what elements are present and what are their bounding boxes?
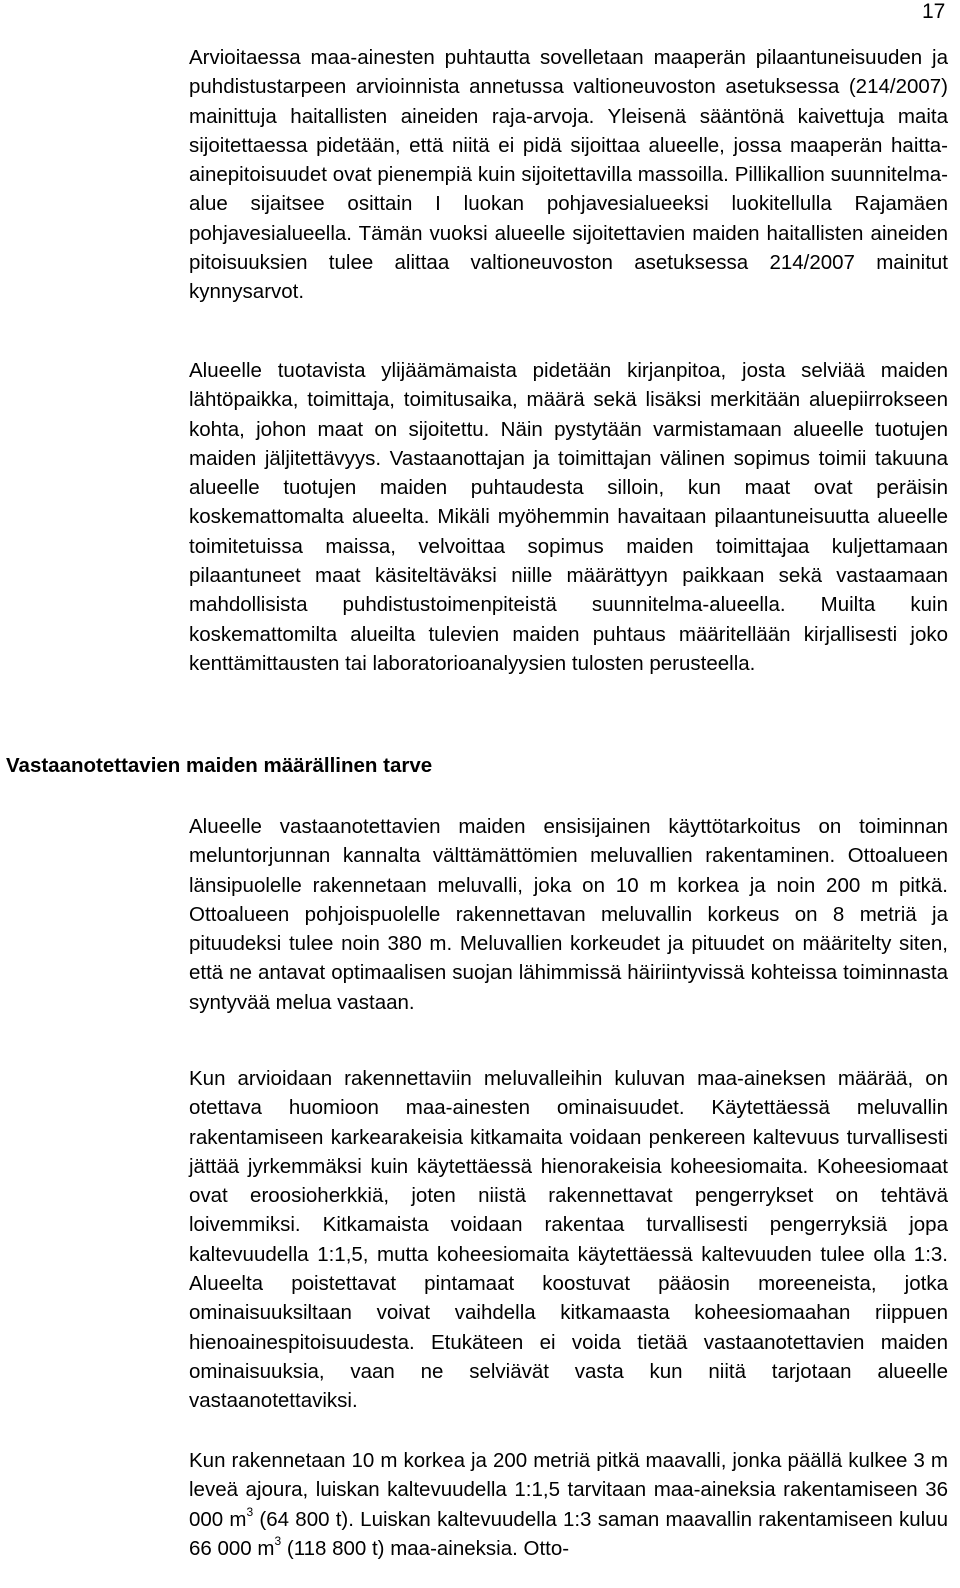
cubic-superscript-2: 3 (274, 1533, 282, 1548)
page-number: 17 (922, 0, 946, 23)
paragraph-noise-barriers: Alueelle vastaanotettavien maiden ensisijainen käyttötarkoitus on toiminnan meluntorjunnan kannalta välttämättömien meluvallien rakentaminen. Ottoalueen länsipuolelle rakennetaan meluvalli, joka on 10 m korkea ja noin 200 m pitkä. Ottoalueen pohjoispuolelle rakennettavan meluvallin korkeus on 8 metriä ja pituudeksi tulee noin 380 m. Meluvallien korkeudet ja pituudet on määritelty siten, että ne antavat optimaalisen suojan lähimmissä häiriintyvissä kohteissa toiminnasta syntyvää melua vastaan. (189, 815, 948, 1014)
volume-text-part-2: (64 800 t). Luiskan kaltevuudella 1:3 saman maavallin rakentamiseen kuluu 66 000 m (189, 1507, 948, 1560)
section-heading: Vastaanotettavien maiden määrällinen tarve (6, 754, 433, 777)
paragraph-soil-purity: Arvioitaessa maa-ainesten puhtautta sovelletaan maaperän pilaantuneisuuden ja puhdistustarpeen arvioinnista annetussa valtioneuvoston asetuksessa (214/2007) mainittuja haitallisten aineiden raja-arvoja. Yleisenä sääntönä kaivettuja maita sijoitettaessa pidetään, että niitä ei pidä sijoittaa alueelle, jossa maaperän haitta-ainepitoisuudet ovat pienempiä kuin sijoitettavilla massoilla. Pillikallion suunnitelma-alue sijaitsee osittain I luokan pohjavesialueeksi luokitellulla Rajamäen pohjavesialueella. Tämän vuoksi alueelle sijoitettavien maiden haitallisten aineiden pitoisuuksien tulee alittaa valtioneuvoston asetuksessa 214/2007 mainitut kynnysarvot. (189, 46, 948, 304)
paragraph-soil-recordkeeping: Alueelle tuotavista ylijäämämaista pidetään kirjanpitoa, josta selviää maiden lähtöpaikka, toimittaja, toimitusaika, määrä sekä lisäksi merkitään aluepiirrokseen kohta, johon maat on sijoitettu. Näin pystytään varmistamaan alueelle tuotujen maiden jäljitettävyys. Vastaanottajan ja toimittajan välinen sopimus toimii takuuna alueelle tuotujen maiden puhtaudesta silloin, kun maat ovat peräisin koskemattomalta alueelta. Mikäli myöhemmin havaitaan pilaantuneisuutta alueelle toimitetuissa maissa, velvoittaa sopimus maiden toimittajaa kuljettamaan pilaantuneet maat käsiteltäväksi niille määrättyyn paikkaan sekä vastaamaan mahdollisista puhdistustoimenpiteistä suunnitelma-alueella. Muilta kuin koskemattomilta alueilta tulevien maiden puhtaus määritellään kirjallisesti joko kenttämittausten tai laboratorioanalyysien tulosten perusteella. (189, 359, 948, 675)
paragraph-soil-properties: Kun arvioidaan rakennettaviin meluvalleihin kuluvan maa-aineksen määrää, on otettava huomioon maa-ainesten ominaisuudet. Käytettäessä meluvallin rakentamiseen karkearakeisia kitkamaita voidaan penkereen kaltevuus turvallisesti jättää jyrkemmäksi kuin käytettäessä hienorakeisia koheesiomaita. Koheesiomaat ovat eroosioherkkiä, joten niistä rakennettavat pengerrykset on tehtävä loivemmiksi. Kitkamaista voidaan rakentaa turvallisesti pengerryksiä jopa kaltevuudella 1:1,5, mutta koheesiomaita käytettäessä kaltevuuden tulee olla 1:3. Alueelta poistettavat pintamaat koostuvat pääosin moreeneista, jotka ominaisuuksiltaan voivat vaihdella kitkamaasta koheesiomaahan riippuen hienoainespitoisuudesta. Etukäteen ei voida tietää vastaanotettavien maiden ominaisuuksia, vaan ne selviävät vasta kun niitä tarjotaan alueelle vastaanotettaviksi. (189, 1067, 948, 1413)
paragraph-barrier-volume (189, 1446, 948, 1563)
volume-text-part-1: Kun rakennetaan 10 m korkea ja 200 metriä pitkä maavalli, jonka päällä kulkee 3 m leveä ajoura, luiskan kaltevuudella 1:1,5 tarvitaan maa-aineksia rakentamiseen 36 000 m (189, 1449, 948, 1531)
cubic-superscript-1: 3 (246, 1504, 254, 1519)
volume-text-part-3: (118 800 t) maa-aineksia. Otto- (281, 1536, 570, 1560)
